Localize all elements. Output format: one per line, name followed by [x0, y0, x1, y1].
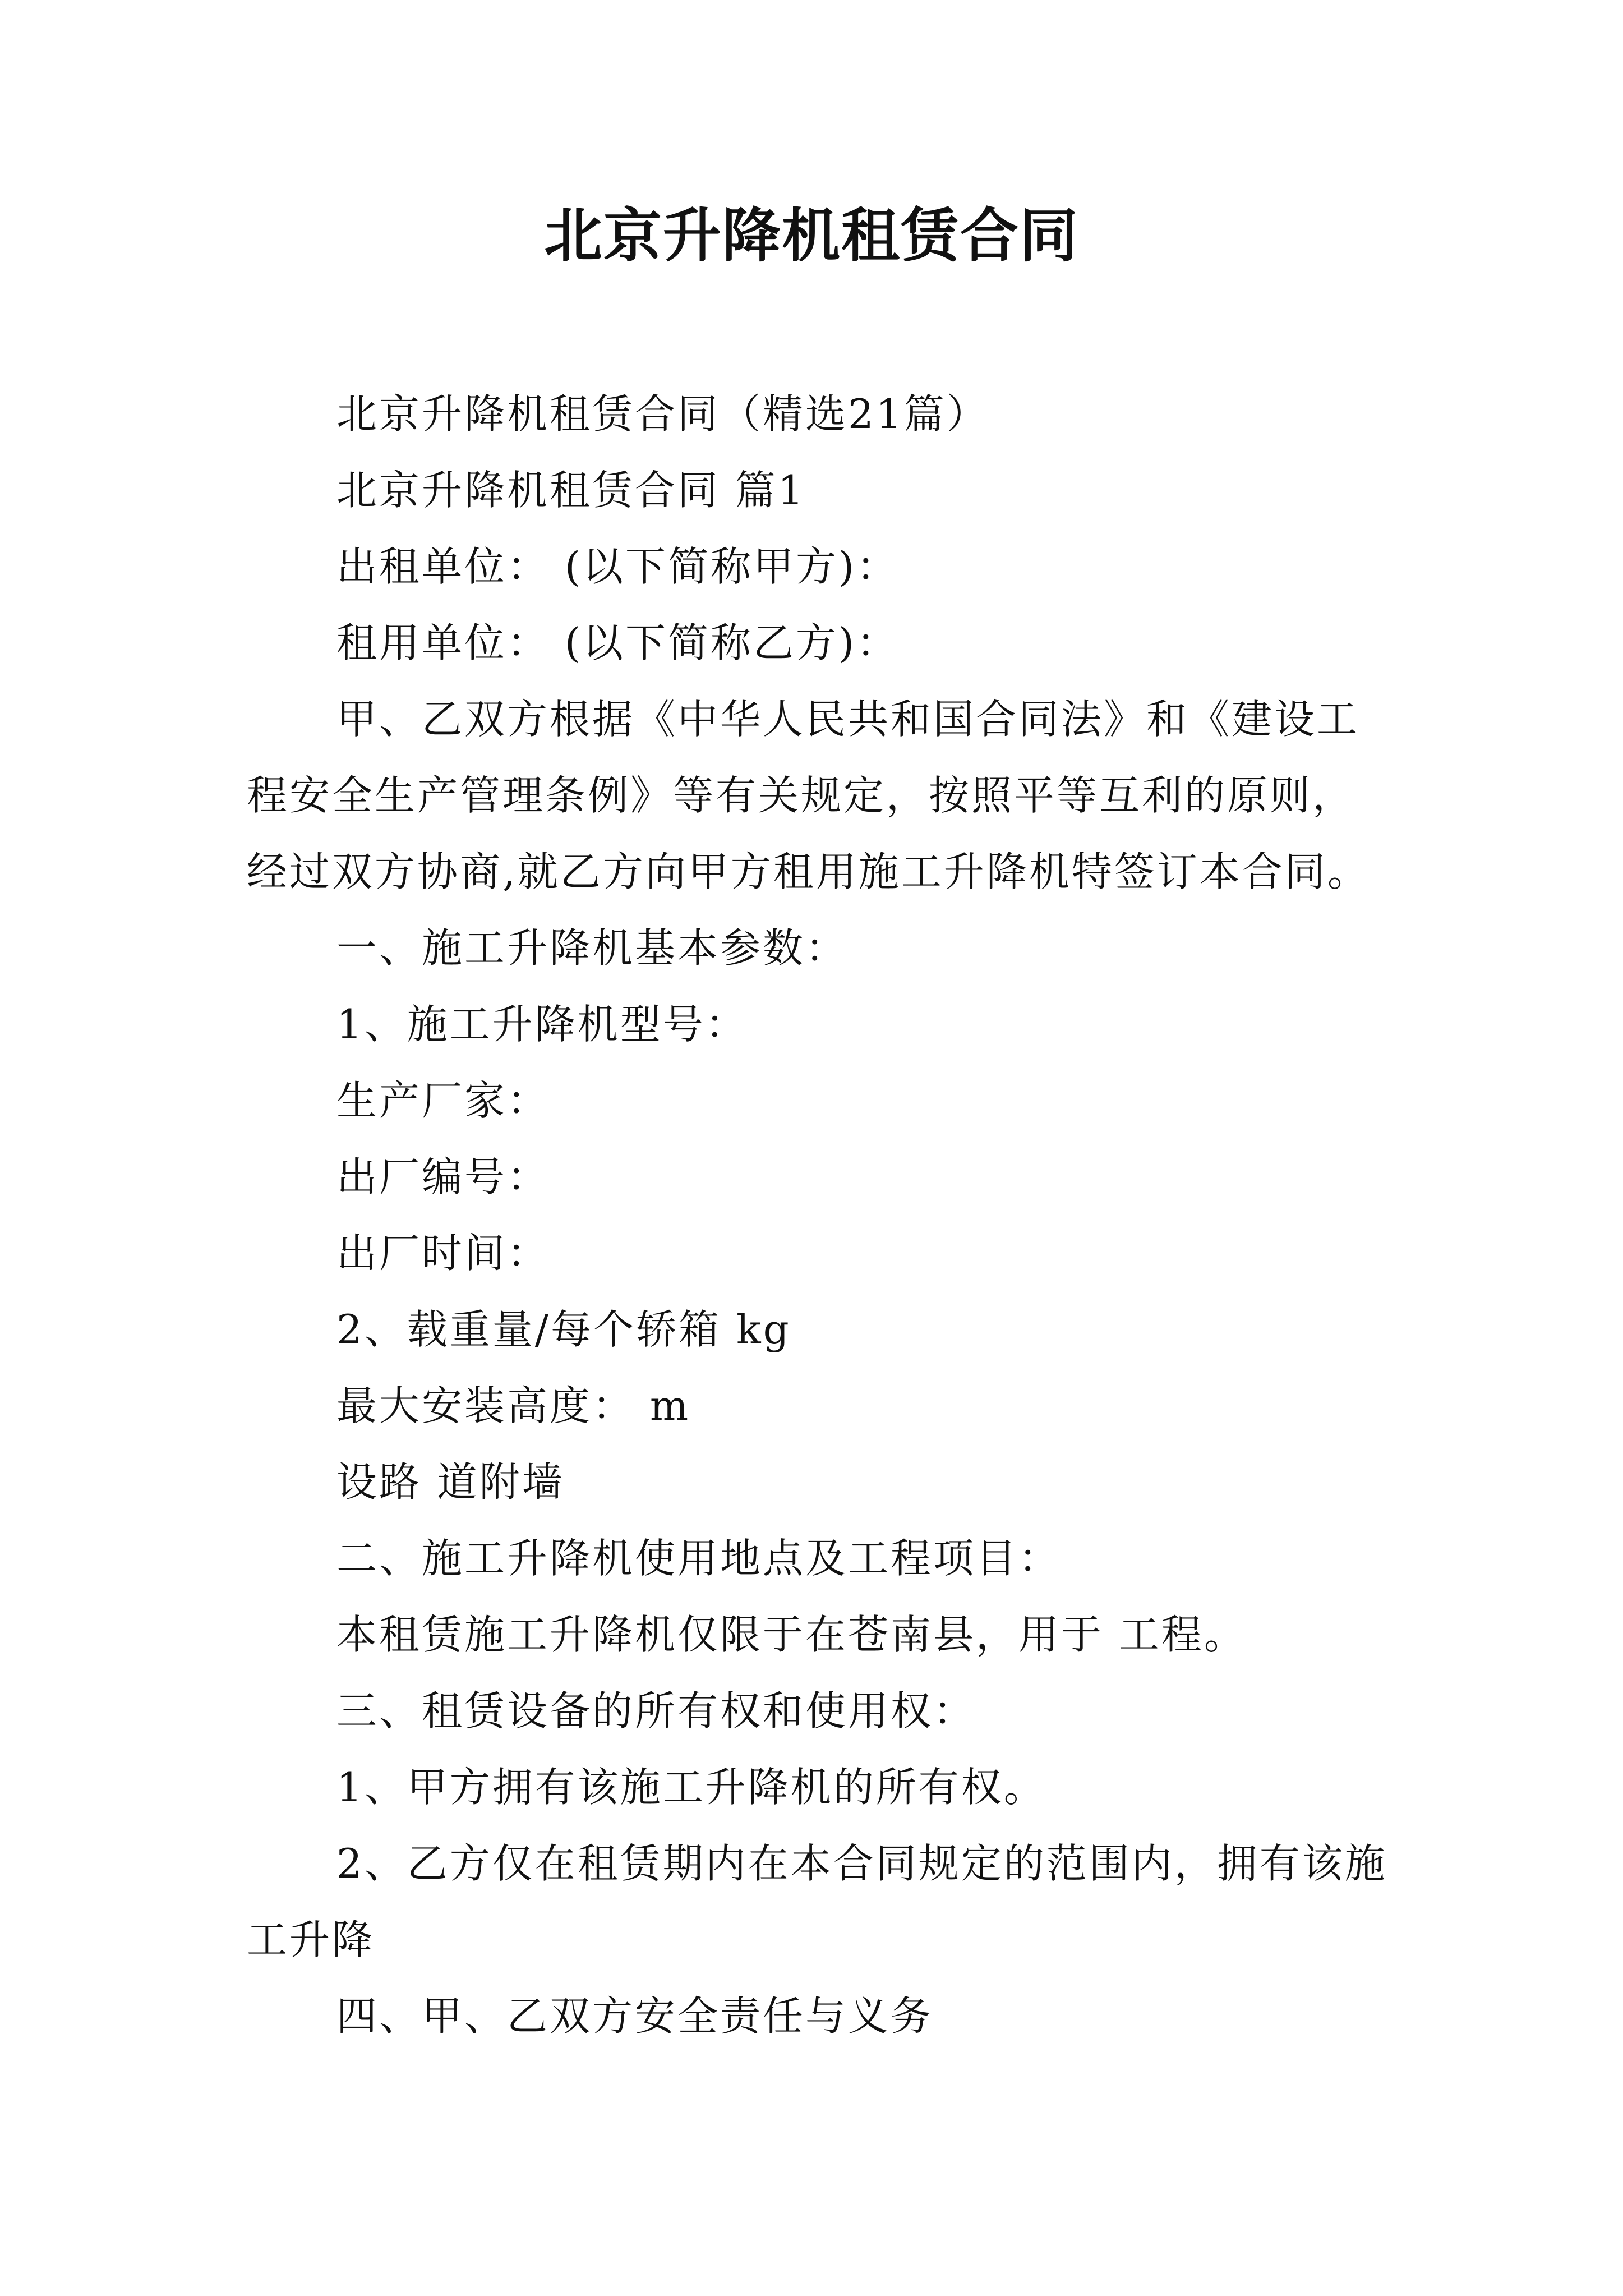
paragraph-section-1: 一、施工升降机基本参数： [336, 924, 849, 972]
paragraph-lessor: 出租单位： (以下简称甲方)： [336, 543, 900, 590]
paragraph-serial-number: 出厂编号： [336, 1153, 550, 1200]
paragraph-load-capacity: 2、载重量/每个轿箱 kg [336, 1306, 791, 1353]
paragraph-usage-right: 2、乙方仅在租赁期内在本合同规定的范围内，拥有该施工升降 [247, 1840, 1387, 1963]
document-body [247, 376, 1391, 2054]
paragraph-preamble: 甲、乙双方根据《中华人民共和国合同法》和《建设工程安全生产管理条例》等有关规定，按照平等互利的原则，经过双方协商,就乙方向甲方租用施工升降机特签订本合同。 [247, 696, 1370, 895]
paragraph-section-4: 四、甲、乙双方安全责任与义务 [336, 1993, 934, 2040]
paragraph-max-height: 最大安装高度： m [336, 1382, 691, 1429]
paragraph-manufacture-date: 出厂时间： [336, 1230, 550, 1277]
paragraph-model: 1、施工升降机型号： [336, 1001, 748, 1048]
paragraph-section-3: 三、租赁设备的所有权和使用权： [336, 1687, 976, 1734]
paragraph-section-2: 二、施工升降机使用地点及工程项目： [336, 1535, 1062, 1582]
paragraph-lessee: 租用单位： (以下简称乙方)： [336, 619, 900, 666]
paragraph-ownership: 1、甲方拥有该施工升降机的所有权。 [336, 1764, 1046, 1811]
paragraph-wall-ties: 设路 道附墙 [336, 1458, 565, 1506]
paragraph-collection-title: 北京升降机租赁合同（精选21篇） [336, 390, 989, 438]
paragraph-location: 本租赁施工升降机仅限于在苍南县，用于 工程。 [336, 1611, 1247, 1658]
document-title: 北京升降机租赁合同 [543, 201, 1079, 270]
paragraph-manufacturer: 生产厂家： [336, 1077, 550, 1124]
paragraph-article-heading: 北京升降机租赁合同 篇1 [336, 467, 806, 514]
